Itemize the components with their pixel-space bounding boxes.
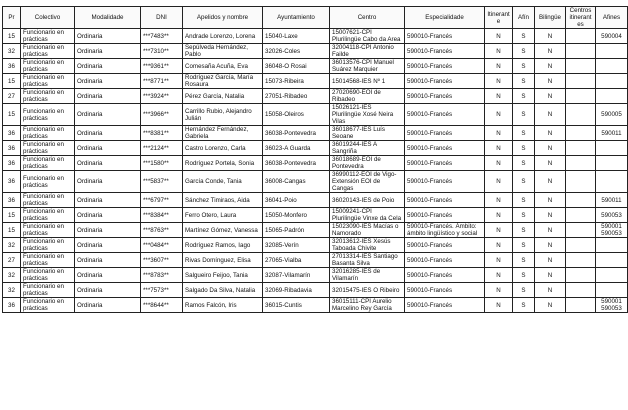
cell-ayuntamiento: 32087-Vilamarín xyxy=(263,268,330,283)
cell-afines xyxy=(596,74,628,89)
cell-apelidos-nombre: Rodríguez García, María Rosaura xyxy=(183,74,263,89)
cell-especialidade: 590010-Francés xyxy=(405,59,485,74)
cell-centros-itinerantes xyxy=(566,268,596,283)
cell-ayuntamiento: 36015-Cuntis xyxy=(263,298,330,313)
table-row xyxy=(3,74,628,89)
cell-especialidade: 590010-Francés. Ámbito: ámbito lingüístico y social xyxy=(405,223,485,238)
cell-afines: 590001 590053 xyxy=(596,298,628,313)
cell-especialidade: 590010-Francés xyxy=(405,253,485,268)
cell-pr: 36 xyxy=(3,171,21,193)
cell-afin: S xyxy=(513,283,535,298)
cell-apelidos-nombre: Hernández Fernández, Gabriela xyxy=(183,126,263,141)
cell-apelidos-nombre: Andrade Lorenzo, Lorena xyxy=(183,29,263,44)
table-row xyxy=(3,29,628,44)
cell-centro: 32015475-IES O Ribeiro xyxy=(330,283,405,298)
cell-modalidade: Ordinaria xyxy=(75,44,141,59)
cell-afin: S xyxy=(513,74,535,89)
cell-itinerante: N xyxy=(485,268,513,283)
cell-centros-itinerantes xyxy=(566,141,596,156)
cell-afin: S xyxy=(513,171,535,193)
table-row xyxy=(3,104,628,126)
cell-centros-itinerantes xyxy=(566,74,596,89)
cell-dni: ***3607** xyxy=(141,253,183,268)
cell-pr: 27 xyxy=(3,253,21,268)
cell-pr: 15 xyxy=(3,223,21,238)
cell-afin: S xyxy=(513,253,535,268)
table-row xyxy=(3,126,628,141)
cell-pr: 36 xyxy=(3,141,21,156)
cell-apelidos-nombre: Ramos Falcón, Iris xyxy=(183,298,263,313)
table-row xyxy=(3,193,628,208)
cell-afines xyxy=(596,59,628,74)
cell-itinerante: N xyxy=(485,253,513,268)
cell-modalidade: Ordinaria xyxy=(75,253,141,268)
cell-itinerante: N xyxy=(485,44,513,59)
cell-apelidos-nombre: Rodríguez Portela, Sonia xyxy=(183,156,263,171)
cell-colectivo: Funcionario en prácticas xyxy=(21,141,75,156)
cell-ayuntamiento: 36038-Pontevedra xyxy=(263,156,330,171)
cell-itinerante: N xyxy=(485,223,513,238)
cell-apelidos-nombre: Sánchez Timiraos, Aida xyxy=(183,193,263,208)
cell-afin: S xyxy=(513,126,535,141)
cell-dni: ***2124** xyxy=(141,141,183,156)
cell-centro: 15026121-IES Plurilingüe Xosé Neira Vilas xyxy=(330,104,405,126)
column-header-centro: Centro xyxy=(330,7,405,29)
cell-afines: 590001 590053 xyxy=(596,223,628,238)
cell-afines: 590011 xyxy=(596,193,628,208)
cell-centros-itinerantes xyxy=(566,89,596,104)
cell-apelidos-nombre: Sepúlveda Hernández, Pablo xyxy=(183,44,263,59)
cell-centro: 15009241-CPI Plurilingüe Vinxe da Cela xyxy=(330,208,405,223)
cell-itinerante: N xyxy=(485,126,513,141)
cell-modalidade: Ordinaria xyxy=(75,171,141,193)
cell-centros-itinerantes xyxy=(566,44,596,59)
cell-ayuntamiento: 15058-Oleiros xyxy=(263,104,330,126)
cell-dni: ***0484** xyxy=(141,238,183,253)
cell-afines xyxy=(596,44,628,59)
cell-pr: 36 xyxy=(3,156,21,171)
cell-apelidos-nombre: Salgado Da Silva, Natalia xyxy=(183,283,263,298)
cell-bilingue: N xyxy=(535,59,566,74)
cell-apelidos-nombre: Carrillo Rubio, Alejandro Julián xyxy=(183,104,263,126)
cell-modalidade: Ordinaria xyxy=(75,89,141,104)
cell-apelidos-nombre: Castro Lorenzo, Carla xyxy=(183,141,263,156)
cell-centros-itinerantes xyxy=(566,171,596,193)
cell-bilingue: N xyxy=(535,104,566,126)
cell-dni: ***8644** xyxy=(141,298,183,313)
table-row xyxy=(3,208,628,223)
table-row xyxy=(3,223,628,238)
cell-dni: ***8771** xyxy=(141,74,183,89)
cell-afin: S xyxy=(513,141,535,156)
cell-afin: S xyxy=(513,298,535,313)
cell-dni: ***1580** xyxy=(141,156,183,171)
cell-centros-itinerantes xyxy=(566,29,596,44)
cell-pr: 15 xyxy=(3,74,21,89)
cell-bilingue: N xyxy=(535,141,566,156)
cell-colectivo: Funcionario en prácticas xyxy=(21,74,75,89)
cell-afin: S xyxy=(513,208,535,223)
cell-modalidade: Ordinaria xyxy=(75,156,141,171)
cell-colectivo: Funcionario en prácticas xyxy=(21,104,75,126)
table-row xyxy=(3,298,628,313)
cell-especialidade: 590010-Francés xyxy=(405,238,485,253)
column-header-colectivo: Colectivo xyxy=(21,7,75,29)
cell-afines xyxy=(596,171,628,193)
cell-especialidade: 590010-Francés xyxy=(405,171,485,193)
cell-especialidade: 590010-Francés xyxy=(405,208,485,223)
cell-afin: S xyxy=(513,59,535,74)
cell-especialidade: 590010-Francés xyxy=(405,126,485,141)
cell-centros-itinerantes xyxy=(566,193,596,208)
table-row xyxy=(3,156,628,171)
column-header-ayuntamiento: Ayuntamiento xyxy=(263,7,330,29)
cell-afin: S xyxy=(513,268,535,283)
cell-ayuntamiento: 15073-Ribeira xyxy=(263,74,330,89)
cell-itinerante: N xyxy=(485,193,513,208)
cell-centros-itinerantes xyxy=(566,253,596,268)
cell-bilingue: N xyxy=(535,253,566,268)
table-row xyxy=(3,171,628,193)
cell-especialidade: 590010-Francés xyxy=(405,298,485,313)
cell-pr: 36 xyxy=(3,193,21,208)
cell-pr: 36 xyxy=(3,126,21,141)
cell-dni: ***5837** xyxy=(141,171,183,193)
cell-especialidade: 590010-Francés xyxy=(405,44,485,59)
cell-centro: 32004118-CPI Antonio Failde xyxy=(330,44,405,59)
cell-dni: ***7483** xyxy=(141,29,183,44)
cell-bilingue: N xyxy=(535,89,566,104)
cell-dni: ***7310** xyxy=(141,44,183,59)
cell-modalidade: Ordinaria xyxy=(75,74,141,89)
cell-ayuntamiento: 36023-A Guarda xyxy=(263,141,330,156)
cell-ayuntamiento: 15040-Laxe xyxy=(263,29,330,44)
cell-colectivo: Funcionario en prácticas xyxy=(21,29,75,44)
cell-afin: S xyxy=(513,223,535,238)
cell-colectivo: Funcionario en prácticas xyxy=(21,126,75,141)
cell-centros-itinerantes xyxy=(566,238,596,253)
cell-apelidos-nombre: García Conde, Tania xyxy=(183,171,263,193)
cell-ayuntamiento: 32026-Coles xyxy=(263,44,330,59)
cell-bilingue: N xyxy=(535,171,566,193)
cell-afines xyxy=(596,283,628,298)
cell-colectivo: Funcionario en prácticas xyxy=(21,298,75,313)
cell-centro: 36990112-EOI de Vigo-Extensión EOI de Cangas xyxy=(330,171,405,193)
cell-colectivo: Funcionario en prácticas xyxy=(21,171,75,193)
cell-afin: S xyxy=(513,156,535,171)
cell-especialidade: 590010-Francés xyxy=(405,141,485,156)
cell-apelidos-nombre: Rodríguez Ramos, Iago xyxy=(183,238,263,253)
cell-modalidade: Ordinaria xyxy=(75,268,141,283)
cell-itinerante: N xyxy=(485,59,513,74)
cell-dni: ***3924** xyxy=(141,89,183,104)
cell-dni: ***6797** xyxy=(141,193,183,208)
cell-especialidade: 590010-Francés xyxy=(405,156,485,171)
cell-modalidade: Ordinaria xyxy=(75,29,141,44)
cell-colectivo: Funcionario en prácticas xyxy=(21,223,75,238)
cell-dni: ***8384** xyxy=(141,208,183,223)
cell-centro: 36019244-IES A Sangriña xyxy=(330,141,405,156)
cell-bilingue: N xyxy=(535,208,566,223)
cell-dni: ***8763** xyxy=(141,223,183,238)
cell-afines xyxy=(596,89,628,104)
cell-ayuntamiento: 36038-Pontevedra xyxy=(263,126,330,141)
column-header-centros-itinerantes: Centros itinerantes xyxy=(566,7,596,29)
cell-itinerante: N xyxy=(485,208,513,223)
cell-pr: 15 xyxy=(3,29,21,44)
column-header-itinerante: Itinerante xyxy=(485,7,513,29)
table-row xyxy=(3,141,628,156)
cell-ayuntamiento: 36041-Poio xyxy=(263,193,330,208)
cell-afin: S xyxy=(513,238,535,253)
cell-dni: ***8783** xyxy=(141,268,183,283)
cell-colectivo: Funcionario en prácticas xyxy=(21,238,75,253)
cell-centros-itinerantes xyxy=(566,126,596,141)
cell-apelidos-nombre: Pérez García, Natalia xyxy=(183,89,263,104)
cell-modalidade: Ordinaria xyxy=(75,193,141,208)
cell-ayuntamiento: 32085-Verín xyxy=(263,238,330,253)
cell-bilingue: N xyxy=(535,156,566,171)
cell-centro: 36013576-CPI Manuel Suárez Marquier xyxy=(330,59,405,74)
cell-pr: 27 xyxy=(3,89,21,104)
column-header-apelidos-nombre: Apelidos y nombre xyxy=(183,7,263,29)
cell-afin: S xyxy=(513,29,535,44)
cell-centros-itinerantes xyxy=(566,298,596,313)
table-row xyxy=(3,59,628,74)
cell-centro: 32016285-IES de Vilamarín xyxy=(330,268,405,283)
cell-modalidade: Ordinaria xyxy=(75,238,141,253)
cell-pr: 36 xyxy=(3,298,21,313)
cell-dni: ***9361** xyxy=(141,59,183,74)
cell-bilingue: N xyxy=(535,44,566,59)
cell-ayuntamiento: 27065-Vialba xyxy=(263,253,330,268)
column-header-pr: Pr xyxy=(3,7,21,29)
cell-ayuntamiento: 27051-Ribadeo xyxy=(263,89,330,104)
cell-colectivo: Funcionario en prácticas xyxy=(21,193,75,208)
cell-centros-itinerantes xyxy=(566,156,596,171)
table-row xyxy=(3,238,628,253)
cell-especialidade: 590010-Francés xyxy=(405,74,485,89)
cell-centros-itinerantes xyxy=(566,223,596,238)
cell-colectivo: Funcionario en prácticas xyxy=(21,268,75,283)
cell-apelidos-nombre: Salgueiro Feijoo, Tania xyxy=(183,268,263,283)
cell-bilingue: N xyxy=(535,298,566,313)
cell-afin: S xyxy=(513,89,535,104)
cell-afines: 590011 xyxy=(596,126,628,141)
cell-ayuntamiento: 36008-Cangas xyxy=(263,171,330,193)
column-header-afines: Afines xyxy=(596,7,628,29)
cell-itinerante: N xyxy=(485,74,513,89)
cell-centro: 15023090-IES Macías o Namorado xyxy=(330,223,405,238)
cell-bilingue: N xyxy=(535,223,566,238)
cell-modalidade: Ordinaria xyxy=(75,141,141,156)
cell-especialidade: 590010-Francés xyxy=(405,89,485,104)
cell-itinerante: N xyxy=(485,171,513,193)
cell-bilingue: N xyxy=(535,238,566,253)
table-row xyxy=(3,253,628,268)
cell-pr: 15 xyxy=(3,208,21,223)
column-header-afin: Afín xyxy=(513,7,535,29)
cell-pr: 15 xyxy=(3,104,21,126)
cell-afines xyxy=(596,156,628,171)
cell-centro: 36015111-CPI Aurelio Marcelino Rey García xyxy=(330,298,405,313)
table-row xyxy=(3,89,628,104)
assignments-table xyxy=(2,6,628,313)
cell-modalidade: Ordinaria xyxy=(75,223,141,238)
cell-centro: 32013612-IES Xesús Taboada Chivite xyxy=(330,238,405,253)
cell-apelidos-nombre: Martínez Gómez, Vanessa xyxy=(183,223,263,238)
cell-afin: S xyxy=(513,193,535,208)
cell-centro: 36018689-EOI de Pontevedra xyxy=(330,156,405,171)
cell-pr: 36 xyxy=(3,59,21,74)
cell-colectivo: Funcionario en prácticas xyxy=(21,44,75,59)
cell-pr: 32 xyxy=(3,283,21,298)
column-header-bilingue: Bilingüe xyxy=(535,7,566,29)
cell-itinerante: N xyxy=(485,29,513,44)
cell-apelidos-nombre: Ferro Otero, Laura xyxy=(183,208,263,223)
cell-modalidade: Ordinaria xyxy=(75,126,141,141)
cell-centros-itinerantes xyxy=(566,208,596,223)
cell-especialidade: 590010-Francés xyxy=(405,193,485,208)
cell-bilingue: N xyxy=(535,126,566,141)
cell-dni: ***3966** xyxy=(141,104,183,126)
cell-centro: 36018677-IES Luís Seoane xyxy=(330,126,405,141)
cell-especialidade: 590010-Francés xyxy=(405,283,485,298)
cell-centro: 27013314-IES Santiago Basanta Silva xyxy=(330,253,405,268)
cell-pr: 32 xyxy=(3,44,21,59)
cell-afines: 590053 xyxy=(596,208,628,223)
cell-itinerante: N xyxy=(485,298,513,313)
cell-itinerante: N xyxy=(485,156,513,171)
cell-centro: 27020690-EOI de Ribadeo xyxy=(330,89,405,104)
cell-afines: 590004 xyxy=(596,29,628,44)
cell-apelidos-nombre: Comesaña Acuña, Eva xyxy=(183,59,263,74)
cell-ayuntamiento: 32069-Ribadavia xyxy=(263,283,330,298)
cell-afin: S xyxy=(513,44,535,59)
cell-centros-itinerantes xyxy=(566,104,596,126)
cell-centros-itinerantes xyxy=(566,283,596,298)
cell-colectivo: Funcionario en prácticas xyxy=(21,283,75,298)
cell-itinerante: N xyxy=(485,104,513,126)
cell-itinerante: N xyxy=(485,141,513,156)
cell-especialidade: 590010-Francés xyxy=(405,268,485,283)
cell-ayuntamiento: 36048-O Rosai xyxy=(263,59,330,74)
cell-centro: 15007621-CPI Plurilingüe Cabo da Area xyxy=(330,29,405,44)
cell-afines xyxy=(596,238,628,253)
cell-afines xyxy=(596,141,628,156)
cell-itinerante: N xyxy=(485,89,513,104)
cell-ayuntamiento: 15065-Padrón xyxy=(263,223,330,238)
table-row xyxy=(3,44,628,59)
cell-apelidos-nombre: Rivas Domínguez, Elisa xyxy=(183,253,263,268)
cell-colectivo: Funcionario en prácticas xyxy=(21,208,75,223)
header-row xyxy=(3,7,628,29)
table-body xyxy=(3,29,628,313)
cell-especialidade: 590010-Francés xyxy=(405,104,485,126)
cell-bilingue: N xyxy=(535,74,566,89)
cell-afines: 590005 xyxy=(596,104,628,126)
column-header-especialidade: Especialidade xyxy=(405,7,485,29)
cell-modalidade: Ordinaria xyxy=(75,208,141,223)
cell-colectivo: Funcionario en prácticas xyxy=(21,89,75,104)
cell-itinerante: N xyxy=(485,238,513,253)
cell-afin: S xyxy=(513,104,535,126)
cell-colectivo: Funcionario en prácticas xyxy=(21,156,75,171)
cell-dni: ***7573** xyxy=(141,283,183,298)
cell-afines xyxy=(596,253,628,268)
table-row xyxy=(3,283,628,298)
cell-itinerante: N xyxy=(485,283,513,298)
cell-bilingue: N xyxy=(535,283,566,298)
cell-modalidade: Ordinaria xyxy=(75,298,141,313)
cell-bilingue: N xyxy=(535,29,566,44)
cell-modalidade: Ordinaria xyxy=(75,59,141,74)
cell-afines xyxy=(596,268,628,283)
cell-pr: 32 xyxy=(3,238,21,253)
cell-especialidade: 590010-Francés xyxy=(405,29,485,44)
column-header-modalidade: Modalidade xyxy=(75,7,141,29)
cell-colectivo: Funcionario en prácticas xyxy=(21,59,75,74)
cell-colectivo: Funcionario en prácticas xyxy=(21,253,75,268)
cell-centro: 15014568-IES Nº 1 xyxy=(330,74,405,89)
cell-centro: 36020143-IES de Poio xyxy=(330,193,405,208)
cell-bilingue: N xyxy=(535,193,566,208)
table-row xyxy=(3,268,628,283)
cell-pr: 32 xyxy=(3,268,21,283)
column-header-dni: DNI xyxy=(141,7,183,29)
cell-ayuntamiento: 15050-Monfero xyxy=(263,208,330,223)
cell-modalidade: Ordinaria xyxy=(75,104,141,126)
cell-modalidade: Ordinaria xyxy=(75,283,141,298)
cell-dni: ***8381** xyxy=(141,126,183,141)
cell-bilingue: N xyxy=(535,268,566,283)
cell-centros-itinerantes xyxy=(566,59,596,74)
